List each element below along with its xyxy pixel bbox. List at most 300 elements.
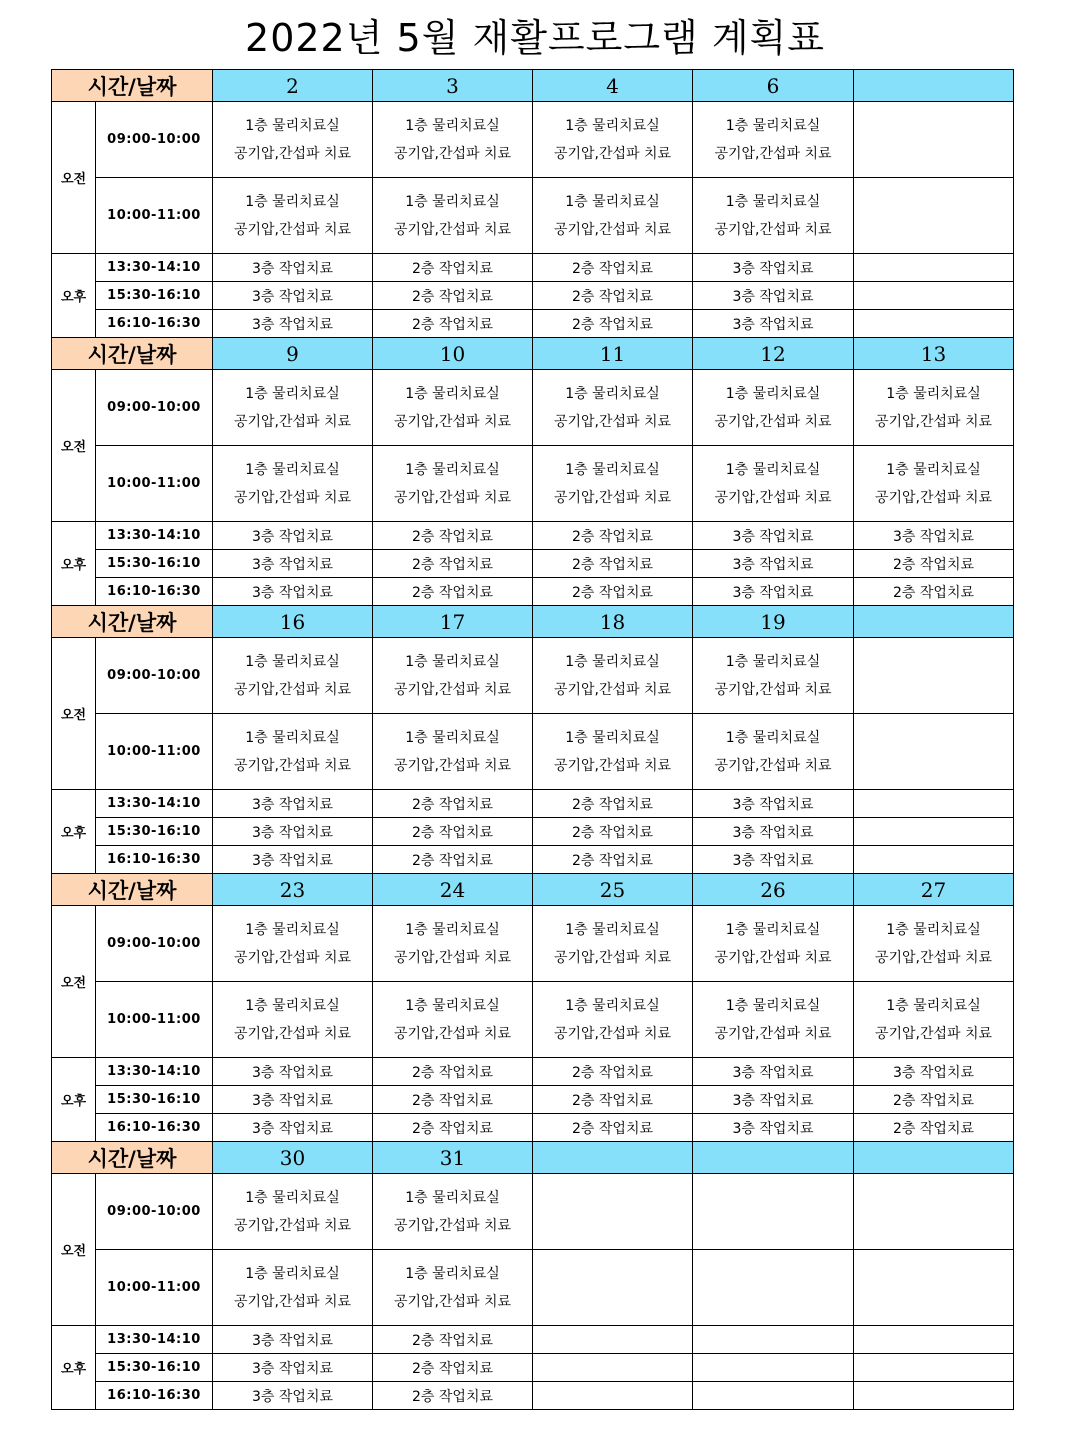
program-line: 공기압,간섭파 치료 xyxy=(393,1025,512,1042)
program-cell: 3층 작업치료 xyxy=(213,522,373,550)
program-line: 공기압,간섭파 치료 xyxy=(714,949,832,966)
date-header: 12 xyxy=(693,338,854,370)
program-cell xyxy=(693,370,854,446)
program-cell xyxy=(533,906,693,982)
program-cell xyxy=(213,714,373,790)
program-cell: 3층 작업치료 xyxy=(213,1326,373,1354)
program-line: 1층 물리치료실 xyxy=(245,997,340,1014)
week-header-row xyxy=(52,338,1014,370)
date-header: 9 xyxy=(213,338,373,370)
program-cell xyxy=(213,370,373,446)
program-line: 공기압,간섭파 치료 xyxy=(714,413,832,430)
time-slot: 15:30-16:10 xyxy=(96,282,213,310)
time-slot: 13:30-14:10 xyxy=(96,1058,213,1086)
am-slot-row xyxy=(52,370,1014,446)
date-header xyxy=(854,70,1014,102)
time-slot: 09:00-10:00 xyxy=(96,906,213,982)
program-line: 공기압,간섭파 치료 xyxy=(393,681,512,698)
program-line: 공기압,간섭파 치료 xyxy=(233,1293,352,1310)
program-cell xyxy=(373,1174,533,1250)
date-header: 30 xyxy=(213,1142,373,1174)
pm-slot-row xyxy=(52,818,1014,846)
am-slot-row xyxy=(52,714,1014,790)
pm-slot-row xyxy=(52,254,1014,282)
time-slot: 16:10-16:30 xyxy=(96,1382,213,1410)
program-cell xyxy=(854,282,1014,310)
program-line: 1층 물리치료실 xyxy=(565,729,660,746)
period-am-label: 오전 xyxy=(52,102,96,254)
time-slot: 09:00-10:00 xyxy=(96,102,213,178)
program-line: 공기압,간섭파 치료 xyxy=(393,1293,512,1310)
program-line: 1층 물리치료실 xyxy=(725,117,821,134)
program-line: 공기압,간섭파 치료 xyxy=(553,413,672,430)
program-cell xyxy=(854,1326,1014,1354)
program-cell xyxy=(854,1250,1014,1326)
pm-slot-row xyxy=(52,1326,1014,1354)
program-cell: 3층 작업치료 xyxy=(213,578,373,606)
program-line: 공기압,간섭파 치료 xyxy=(553,757,672,774)
program-line: 1층 물리치료실 xyxy=(886,997,981,1014)
time-slot: 15:30-16:10 xyxy=(96,1086,213,1114)
time-date-header: 시간/날짜 xyxy=(52,874,213,906)
pm-slot-row xyxy=(52,790,1014,818)
program-line: 1층 물리치료실 xyxy=(725,729,821,746)
program-cell: 3층 작업치료 xyxy=(213,1058,373,1086)
program-cell: 2층 작업치료 xyxy=(533,1114,693,1142)
program-cell xyxy=(373,178,533,254)
date-header: 13 xyxy=(854,338,1014,370)
date-header: 31 xyxy=(373,1142,533,1174)
time-slot: 10:00-11:00 xyxy=(96,1250,213,1326)
program-cell: 3층 작업치료 xyxy=(213,846,373,874)
program-cell xyxy=(373,906,533,982)
program-cell xyxy=(693,1326,854,1354)
program-line: 1층 물리치료실 xyxy=(405,997,500,1014)
program-cell: 2층 작업치료 xyxy=(854,550,1014,578)
program-cell: 3층 작업치료 xyxy=(693,522,854,550)
time-slot: 10:00-11:00 xyxy=(96,178,213,254)
program-cell xyxy=(373,102,533,178)
program-cell: 3층 작업치료 xyxy=(213,818,373,846)
program-cell xyxy=(854,714,1014,790)
program-cell: 2층 작업치료 xyxy=(373,282,533,310)
program-line: 1층 물리치료실 xyxy=(245,117,340,134)
date-header: 26 xyxy=(693,874,854,906)
program-line: 1층 물리치료실 xyxy=(245,653,340,670)
am-slot-row xyxy=(52,446,1014,522)
program-cell xyxy=(693,1382,854,1410)
program-cell xyxy=(373,1250,533,1326)
time-slot: 16:10-16:30 xyxy=(96,310,213,338)
program-cell xyxy=(854,254,1014,282)
program-line: 공기압,간섭파 치료 xyxy=(874,1025,993,1042)
date-header: 25 xyxy=(533,874,693,906)
page-title: 2022년 5월 재활프로그램 계획표 xyxy=(245,16,825,60)
program-line: 1층 물리치료실 xyxy=(565,193,660,210)
week-header-row xyxy=(52,1142,1014,1174)
program-line: 1층 물리치료실 xyxy=(886,921,981,938)
program-cell: 3층 작업치료 xyxy=(693,818,854,846)
program-line: 1층 물리치료실 xyxy=(886,385,981,402)
program-line: 공기압,간섭파 치료 xyxy=(393,489,512,506)
program-line: 공기압,간섭파 치료 xyxy=(393,413,512,430)
program-cell: 3층 작업치료 xyxy=(693,282,854,310)
program-line: 1층 물리치료실 xyxy=(405,117,500,134)
program-line: 공기압,간섭파 치료 xyxy=(714,757,832,774)
program-cell xyxy=(213,178,373,254)
program-cell: 2층 작업치료 xyxy=(373,1058,533,1086)
program-line: 공기압,간섭파 치료 xyxy=(393,757,512,774)
program-cell xyxy=(693,1354,854,1382)
week-header-row xyxy=(52,874,1014,906)
program-cell xyxy=(854,446,1014,522)
program-line: 공기압,간섭파 치료 xyxy=(393,221,512,238)
time-slot: 09:00-10:00 xyxy=(96,638,213,714)
program-cell xyxy=(854,310,1014,338)
program-line: 공기압,간섭파 치료 xyxy=(233,1025,352,1042)
program-line: 공기압,간섭파 치료 xyxy=(714,221,832,238)
program-cell: 3층 작업치료 xyxy=(693,1086,854,1114)
program-cell xyxy=(533,1326,693,1354)
program-cell xyxy=(693,446,854,522)
program-cell: 2층 작업치료 xyxy=(373,550,533,578)
program-cell: 3층 작업치료 xyxy=(213,282,373,310)
time-slot: 15:30-16:10 xyxy=(96,818,213,846)
program-line: 공기압,간섭파 치료 xyxy=(233,757,352,774)
am-slot-row xyxy=(52,1250,1014,1326)
time-slot: 09:00-10:00 xyxy=(96,1174,213,1250)
program-cell xyxy=(373,714,533,790)
program-line: 1층 물리치료실 xyxy=(245,921,340,938)
program-cell xyxy=(693,982,854,1058)
program-cell xyxy=(854,818,1014,846)
am-slot-row xyxy=(52,982,1014,1058)
time-slot: 10:00-11:00 xyxy=(96,982,213,1058)
period-pm-label: 오후 xyxy=(52,1058,96,1142)
program-cell xyxy=(854,178,1014,254)
date-header: 3 xyxy=(373,70,533,102)
program-cell: 2층 작업치료 xyxy=(533,310,693,338)
program-cell: 2층 작업치료 xyxy=(533,282,693,310)
program-cell xyxy=(533,638,693,714)
date-header: 6 xyxy=(693,70,854,102)
program-line: 공기압,간섭파 치료 xyxy=(874,413,993,430)
program-cell: 3층 작업치료 xyxy=(854,522,1014,550)
program-line: 공기압,간섭파 치료 xyxy=(714,681,832,698)
program-cell xyxy=(693,906,854,982)
program-line: 1층 물리치료실 xyxy=(725,385,821,402)
program-cell xyxy=(213,1174,373,1250)
program-cell: 2층 작업치료 xyxy=(373,254,533,282)
time-date-header: 시간/날짜 xyxy=(52,338,213,370)
program-cell xyxy=(533,982,693,1058)
time-slot: 15:30-16:10 xyxy=(96,1354,213,1382)
program-line: 1층 물리치료실 xyxy=(565,461,660,478)
program-cell xyxy=(854,790,1014,818)
program-line: 1층 물리치료실 xyxy=(565,653,660,670)
program-line: 공기압,간섭파 치료 xyxy=(553,1025,672,1042)
date-header: 17 xyxy=(373,606,533,638)
program-cell: 3층 작업치료 xyxy=(213,1354,373,1382)
pm-slot-row xyxy=(52,282,1014,310)
date-header: 11 xyxy=(533,338,693,370)
time-slot: 15:30-16:10 xyxy=(96,550,213,578)
program-cell: 3층 작업치료 xyxy=(693,790,854,818)
program-cell xyxy=(533,714,693,790)
program-cell: 2층 작업치료 xyxy=(533,1086,693,1114)
program-cell: 2층 작업치료 xyxy=(373,846,533,874)
date-header: 2 xyxy=(213,70,373,102)
program-cell: 3층 작업치료 xyxy=(693,578,854,606)
program-cell xyxy=(693,714,854,790)
program-cell xyxy=(693,638,854,714)
program-line: 1층 물리치료실 xyxy=(405,1189,500,1206)
pm-slot-row xyxy=(52,1114,1014,1142)
program-cell xyxy=(533,370,693,446)
program-line: 공기압,간섭파 치료 xyxy=(714,489,832,506)
program-line: 공기압,간섭파 치료 xyxy=(553,949,672,966)
program-cell: 3층 작업치료 xyxy=(693,550,854,578)
program-cell: 3층 작업치료 xyxy=(213,550,373,578)
program-cell: 3층 작업치료 xyxy=(213,1114,373,1142)
program-cell xyxy=(373,638,533,714)
program-cell xyxy=(213,446,373,522)
program-line: 1층 물리치료실 xyxy=(245,193,340,210)
program-line: 공기압,간섭파 치료 xyxy=(393,145,512,162)
program-cell: 3층 작업치료 xyxy=(213,310,373,338)
program-cell: 3층 작업치료 xyxy=(693,254,854,282)
time-slot: 10:00-11:00 xyxy=(96,446,213,522)
schedule-table xyxy=(51,69,1014,1410)
date-header xyxy=(533,1142,693,1174)
program-cell xyxy=(533,1354,693,1382)
program-cell: 2층 작업치료 xyxy=(533,254,693,282)
program-cell xyxy=(854,846,1014,874)
program-cell xyxy=(854,370,1014,446)
am-slot-row xyxy=(52,1174,1014,1250)
program-line: 1층 물리치료실 xyxy=(405,653,500,670)
program-line: 공기압,간섭파 치료 xyxy=(714,145,832,162)
program-line: 1층 물리치료실 xyxy=(725,997,821,1014)
pm-slot-row xyxy=(52,550,1014,578)
time-date-header: 시간/날짜 xyxy=(52,606,213,638)
date-header: 16 xyxy=(213,606,373,638)
program-cell xyxy=(693,1174,854,1250)
program-cell: 2층 작업치료 xyxy=(854,1114,1014,1142)
time-slot: 13:30-14:10 xyxy=(96,1326,213,1354)
time-date-header: 시간/날짜 xyxy=(52,70,213,102)
date-header: 19 xyxy=(693,606,854,638)
program-line: 공기압,간섭파 치료 xyxy=(874,489,993,506)
program-cell: 3층 작업치료 xyxy=(213,1086,373,1114)
program-cell: 2층 작업치료 xyxy=(533,1058,693,1086)
program-cell: 2층 작업치료 xyxy=(533,522,693,550)
program-line: 공기압,간섭파 치료 xyxy=(714,1025,832,1042)
program-cell xyxy=(213,982,373,1058)
program-cell: 3층 작업치료 xyxy=(213,790,373,818)
date-header: 27 xyxy=(854,874,1014,906)
time-slot: 09:00-10:00 xyxy=(96,370,213,446)
time-slot: 16:10-16:30 xyxy=(96,1114,213,1142)
program-line: 1층 물리치료실 xyxy=(405,461,500,478)
program-cell xyxy=(373,370,533,446)
am-slot-row xyxy=(52,906,1014,982)
date-header: 23 xyxy=(213,874,373,906)
period-am-label: 오전 xyxy=(52,1174,96,1326)
program-line: 1층 물리치료실 xyxy=(565,385,660,402)
program-line: 1층 물리치료실 xyxy=(405,1265,500,1282)
program-cell: 3층 작업치료 xyxy=(693,1114,854,1142)
program-line: 1층 물리치료실 xyxy=(405,729,500,746)
program-line: 1층 물리치료실 xyxy=(725,921,821,938)
program-line: 공기압,간섭파 치료 xyxy=(553,145,672,162)
program-cell xyxy=(693,102,854,178)
program-line: 공기압,간섭파 치료 xyxy=(233,145,352,162)
program-cell xyxy=(693,178,854,254)
am-slot-row xyxy=(52,638,1014,714)
program-cell: 2층 작업치료 xyxy=(373,1382,533,1410)
program-cell: 2층 작업치료 xyxy=(533,578,693,606)
program-cell xyxy=(854,1354,1014,1382)
date-header: 4 xyxy=(533,70,693,102)
program-cell: 3층 작업치료 xyxy=(693,1058,854,1086)
period-am-label: 오전 xyxy=(52,906,96,1058)
pm-slot-row xyxy=(52,846,1014,874)
program-line: 공기압,간섭파 치료 xyxy=(233,413,352,430)
pm-slot-row xyxy=(52,578,1014,606)
program-line: 공기압,간섭파 치료 xyxy=(233,681,352,698)
time-slot: 13:30-14:10 xyxy=(96,522,213,550)
program-cell: 2층 작업치료 xyxy=(373,578,533,606)
program-line: 1층 물리치료실 xyxy=(725,193,821,210)
period-pm-label: 오후 xyxy=(52,1326,96,1410)
program-line: 1층 물리치료실 xyxy=(565,921,660,938)
program-line: 공기압,간섭파 치료 xyxy=(233,489,352,506)
program-cell xyxy=(533,102,693,178)
program-cell xyxy=(854,982,1014,1058)
program-line: 1층 물리치료실 xyxy=(725,653,821,670)
program-line: 공기압,간섭파 치료 xyxy=(553,221,672,238)
program-cell: 2층 작업치료 xyxy=(373,1114,533,1142)
time-slot: 16:10-16:30 xyxy=(96,846,213,874)
program-cell: 2층 작업치료 xyxy=(373,790,533,818)
program-cell xyxy=(213,638,373,714)
program-cell xyxy=(213,102,373,178)
program-cell xyxy=(533,1250,693,1326)
program-line: 1층 물리치료실 xyxy=(886,461,981,478)
program-line: 1층 물리치료실 xyxy=(245,729,340,746)
time-date-header: 시간/날짜 xyxy=(52,1142,213,1174)
pm-slot-row xyxy=(52,310,1014,338)
date-header xyxy=(854,606,1014,638)
program-cell xyxy=(854,1382,1014,1410)
program-cell: 3층 작업치료 xyxy=(213,1382,373,1410)
program-line: 1층 물리치료실 xyxy=(405,921,500,938)
program-line: 공기압,간섭파 치료 xyxy=(553,489,672,506)
period-am-label: 오전 xyxy=(52,370,96,522)
week-header-row xyxy=(52,70,1014,102)
program-cell xyxy=(693,1250,854,1326)
pm-slot-row xyxy=(52,522,1014,550)
program-cell: 3층 작업치료 xyxy=(854,1058,1014,1086)
pm-slot-row xyxy=(52,1354,1014,1382)
program-cell xyxy=(854,1174,1014,1250)
program-cell: 3층 작업치료 xyxy=(213,254,373,282)
period-pm-label: 오후 xyxy=(52,254,96,338)
date-header xyxy=(854,1142,1014,1174)
program-line: 1층 물리치료실 xyxy=(245,1189,340,1206)
program-line: 1층 물리치료실 xyxy=(245,461,340,478)
time-slot: 13:30-14:10 xyxy=(96,254,213,282)
program-cell: 2층 작업치료 xyxy=(533,550,693,578)
program-cell: 2층 작업치료 xyxy=(373,1086,533,1114)
program-cell: 3층 작업치료 xyxy=(693,846,854,874)
program-cell: 3층 작업치료 xyxy=(693,310,854,338)
program-line: 1층 물리치료실 xyxy=(565,997,660,1014)
program-line: 1층 물리치료실 xyxy=(565,117,660,134)
pm-slot-row xyxy=(52,1086,1014,1114)
program-line: 공기압,간섭파 치료 xyxy=(553,681,672,698)
program-cell xyxy=(533,1174,693,1250)
program-line: 1층 물리치료실 xyxy=(245,1265,340,1282)
program-line: 공기압,간섭파 치료 xyxy=(233,949,352,966)
period-am-label: 오전 xyxy=(52,638,96,790)
date-header: 18 xyxy=(533,606,693,638)
period-pm-label: 오후 xyxy=(52,522,96,606)
program-cell xyxy=(854,906,1014,982)
program-cell xyxy=(373,446,533,522)
date-header: 24 xyxy=(373,874,533,906)
program-cell: 2층 작업치료 xyxy=(373,522,533,550)
program-cell: 2층 작업치료 xyxy=(373,1354,533,1382)
program-cell: 2층 작업치료 xyxy=(854,1086,1014,1114)
program-cell: 2층 작업치료 xyxy=(373,1326,533,1354)
pm-slot-row xyxy=(52,1058,1014,1086)
program-cell xyxy=(213,1250,373,1326)
program-cell xyxy=(854,638,1014,714)
period-pm-label: 오후 xyxy=(52,790,96,874)
program-cell xyxy=(533,1382,693,1410)
program-line: 공기압,간섭파 치료 xyxy=(393,949,512,966)
pm-slot-row xyxy=(52,1382,1014,1410)
program-cell xyxy=(213,906,373,982)
program-cell xyxy=(854,102,1014,178)
program-cell: 2층 작업치료 xyxy=(373,818,533,846)
program-cell xyxy=(533,178,693,254)
program-line: 공기압,간섭파 치료 xyxy=(393,1217,512,1234)
program-cell: 2층 작업치료 xyxy=(533,846,693,874)
am-slot-row xyxy=(52,102,1014,178)
week-header-row xyxy=(52,606,1014,638)
program-line: 공기압,간섭파 치료 xyxy=(233,221,352,238)
program-line: 1층 물리치료실 xyxy=(405,193,500,210)
time-slot: 16:10-16:30 xyxy=(96,578,213,606)
date-header: 10 xyxy=(373,338,533,370)
program-line: 1층 물리치료실 xyxy=(725,461,821,478)
program-cell xyxy=(533,446,693,522)
program-cell: 2층 작업치료 xyxy=(854,578,1014,606)
program-line: 1층 물리치료실 xyxy=(405,385,500,402)
program-cell: 2층 작업치료 xyxy=(533,790,693,818)
time-slot: 10:00-11:00 xyxy=(96,714,213,790)
program-cell: 2층 작업치료 xyxy=(373,310,533,338)
program-cell xyxy=(373,982,533,1058)
program-line: 1층 물리치료실 xyxy=(245,385,340,402)
am-slot-row xyxy=(52,178,1014,254)
program-line: 공기압,간섭파 치료 xyxy=(874,949,993,966)
date-header xyxy=(693,1142,854,1174)
time-slot: 13:30-14:10 xyxy=(96,790,213,818)
